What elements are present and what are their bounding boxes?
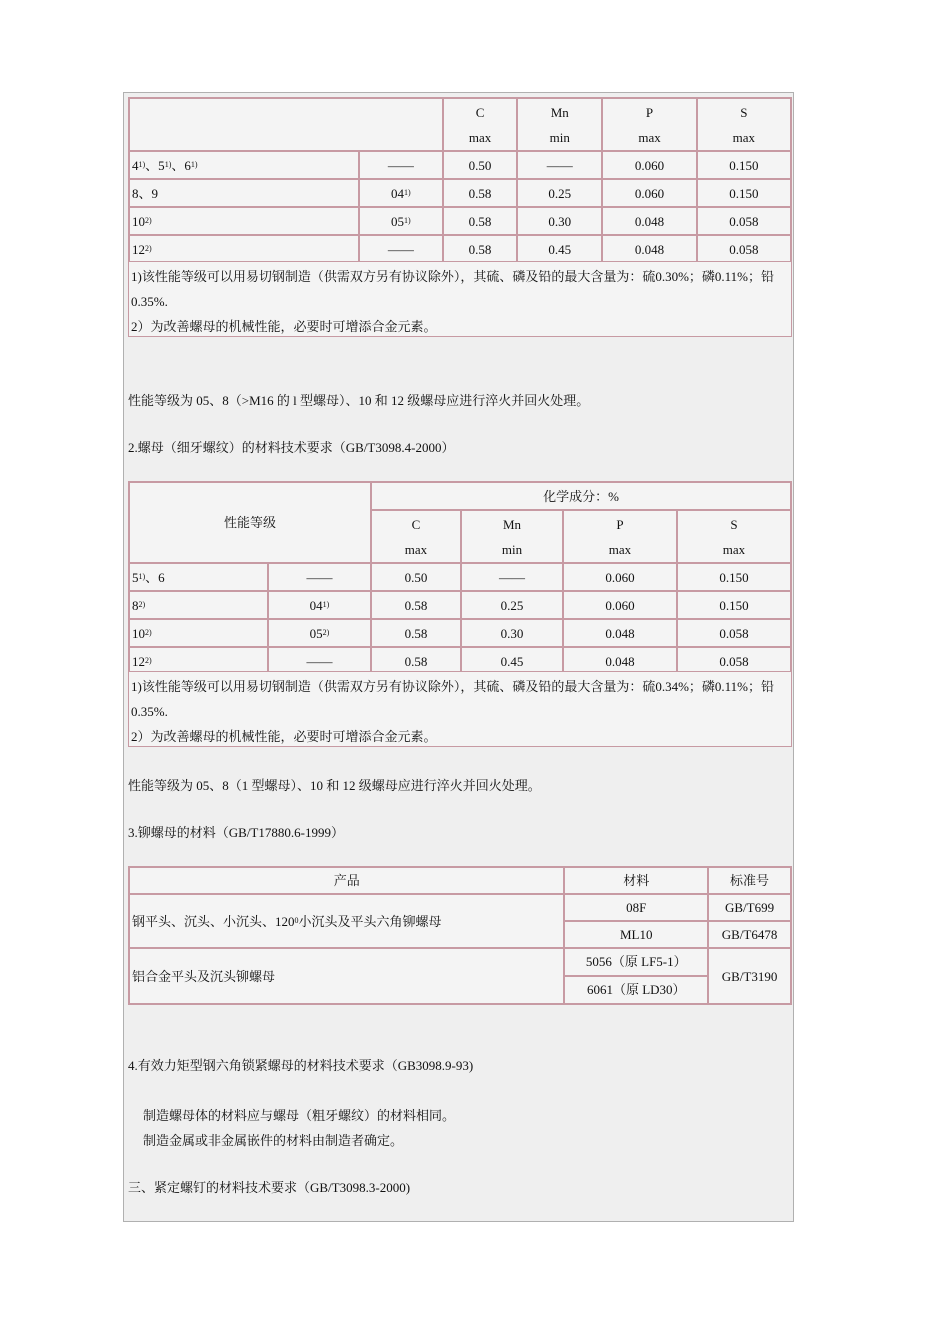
grade-cell: 12$^{2)}$ bbox=[129, 235, 359, 263]
paragraph-nut-body-material: 制造螺母体的材料应与螺母（粗牙螺纹）的材料相同。 bbox=[143, 1108, 456, 1123]
header-material: 材料 bbox=[564, 867, 708, 894]
c-cell: 0.58 bbox=[371, 591, 461, 619]
table-header-row bbox=[129, 98, 791, 151]
alt-grade-cell: 04$^{1)}$ bbox=[268, 591, 371, 619]
s-cell: 0.150 bbox=[697, 151, 791, 179]
standard-cell: GB/T6478 bbox=[708, 921, 791, 948]
material-line: 5056（原 LF5-1） bbox=[585, 954, 687, 969]
c-cell: 0.58 bbox=[371, 647, 461, 675]
alt-grade-cell: —— bbox=[268, 563, 371, 591]
table-row bbox=[129, 179, 791, 207]
mn-cell: 0.25 bbox=[517, 179, 602, 207]
p-cell: 0.060 bbox=[563, 563, 677, 591]
table-row bbox=[129, 591, 791, 619]
header-cell: Mn min bbox=[461, 510, 563, 563]
header-cell: C max bbox=[443, 98, 517, 151]
p-cell: 0.048 bbox=[563, 619, 677, 647]
s-cell: 0.058 bbox=[697, 235, 791, 263]
s-cell: 0.058 bbox=[677, 619, 791, 647]
table-coarse-thread-nuts bbox=[128, 97, 792, 264]
header-cell: P max bbox=[602, 98, 696, 151]
footnote-2: 2）为改善螺母的机械性能，必要时可增添合金元素。 bbox=[131, 319, 437, 334]
material-line: 6061（原 LD30） bbox=[586, 982, 686, 997]
c-cell: 0.58 bbox=[371, 619, 461, 647]
paragraph-heat-treatment-2: 性能等级为 05、8（1 型螺母）、10 和 12 级螺母应进行淬火并回火处理。 bbox=[128, 778, 541, 793]
paragraph-heat-treatment-1: 性能等级为 05、8（>M16 的 l 型螺母）、10 和 12 级螺母应进行淬火并回火处理。 bbox=[128, 393, 590, 408]
product-cell: 铝合金平头及沉头铆螺母 bbox=[129, 948, 564, 1004]
material-cell: ML10 bbox=[564, 921, 708, 948]
header-cell: S max bbox=[677, 510, 791, 563]
s-cell: 0.150 bbox=[697, 179, 791, 207]
standard-cell: GB/T3190 bbox=[708, 948, 791, 1004]
p-cell: 0.060 bbox=[602, 179, 696, 207]
table-row bbox=[129, 235, 791, 263]
table-row bbox=[129, 894, 791, 921]
s-cell: 0.058 bbox=[677, 647, 791, 675]
section-heading-3: 3.铆螺母的材料（GB/T17880.6-1999） bbox=[128, 825, 344, 840]
footnote-1: 1)该性能等级可以用易切钢制造（供需双方另有协议除外），其硫、磷及铅的最大含量为：硫0.34%；磷0.11%；铅 0.35%. bbox=[131, 679, 775, 719]
mn-cell: 0.30 bbox=[461, 619, 563, 647]
table2-footnotes bbox=[128, 671, 792, 747]
grade-cell: 10$^{2)}$ bbox=[129, 207, 359, 235]
alt-grade-cell: 04$^{1)}$ bbox=[359, 179, 443, 207]
table-header-row bbox=[129, 867, 791, 894]
grade-cell: 8$^{2)}$ bbox=[129, 591, 268, 619]
p-cell: 0.048 bbox=[602, 235, 696, 263]
mn-cell: —— bbox=[461, 563, 563, 591]
grade-cell: 5$^{1)}$、6 bbox=[129, 563, 268, 591]
material-cell bbox=[564, 948, 708, 1004]
footnote-2: 2）为改善螺母的机械性能，必要时可增添合金元素。 bbox=[131, 729, 437, 744]
alt-grade-cell: —— bbox=[359, 151, 443, 179]
header-cell: C max bbox=[371, 510, 461, 563]
product-cell: 钢平头、沉头、小沉头、$120^0$小沉头及平头六角铆螺母 bbox=[129, 894, 564, 948]
material-cell: 08F bbox=[564, 894, 708, 921]
chem-header: 化学成分：% bbox=[371, 482, 791, 510]
header-product: 产品 bbox=[129, 867, 564, 894]
c-cell: 0.50 bbox=[371, 563, 461, 591]
section-heading-2: 2.螺母（细牙螺纹）的材料技术要求（GB/T3098.4-2000） bbox=[128, 440, 455, 455]
c-cell: 0.58 bbox=[443, 207, 517, 235]
s-cell: 0.150 bbox=[677, 563, 791, 591]
table-fine-thread-nuts bbox=[128, 481, 792, 676]
alt-grade-cell: —— bbox=[268, 647, 371, 675]
alt-grade-cell: 05$^{2)}$ bbox=[268, 619, 371, 647]
alt-grade-cell: —— bbox=[359, 235, 443, 263]
table-row bbox=[129, 948, 791, 1004]
header-cell: Mn min bbox=[517, 98, 602, 151]
grade-cell: 10$^{2)}$ bbox=[129, 619, 268, 647]
table-rivet-nuts bbox=[128, 866, 792, 1005]
p-cell: 0.060 bbox=[602, 151, 696, 179]
table-row bbox=[129, 619, 791, 647]
grade-header: 性能等级 bbox=[129, 482, 371, 563]
mn-cell: 0.25 bbox=[461, 591, 563, 619]
section-heading-set-screws: 三、紧定螺钉的材料技术要求（GB/T3098.3-2000) bbox=[128, 1180, 411, 1195]
footnote-1: 1)该性能等级可以用易切钢制造（供需双方另有协议除外），其硫、磷及铅的最大含量为：硫0.30%；磷0.11%；铅 0.35%. bbox=[131, 269, 775, 309]
mn-cell: 0.45 bbox=[517, 235, 602, 263]
blank-header-cell bbox=[129, 98, 443, 151]
grade-cell: 4$^{1)}$、5$^{1)}$、6$^{1)}$ bbox=[129, 151, 359, 179]
grade-cell: 8、9 bbox=[129, 179, 359, 207]
paragraph-insert-material: 制造金属或非金属嵌件的材料由制造者确定。 bbox=[143, 1133, 404, 1148]
mn-cell: 0.30 bbox=[517, 207, 602, 235]
s-cell: 0.150 bbox=[677, 591, 791, 619]
p-cell: 0.048 bbox=[602, 207, 696, 235]
table-row bbox=[129, 563, 791, 591]
p-cell: 0.048 bbox=[563, 647, 677, 675]
c-cell: 0.58 bbox=[443, 179, 517, 207]
table1-footnotes bbox=[128, 261, 792, 337]
table-row bbox=[129, 207, 791, 235]
s-cell: 0.058 bbox=[697, 207, 791, 235]
table-row bbox=[129, 151, 791, 179]
header-cell: S max bbox=[697, 98, 791, 151]
mn-cell: 0.45 bbox=[461, 647, 563, 675]
p-cell: 0.060 bbox=[563, 591, 677, 619]
header-cell: P max bbox=[563, 510, 677, 563]
header-standard: 标准号 bbox=[708, 867, 791, 894]
mn-cell: —— bbox=[517, 151, 602, 179]
section-heading-4: 4.有效力矩型钢六角锁紧螺母的材料技术要求（GB3098.9-93) bbox=[128, 1058, 474, 1073]
c-cell: 0.58 bbox=[443, 235, 517, 263]
standard-cell: GB/T699 bbox=[708, 894, 791, 921]
grade-cell: 12$^{2)}$ bbox=[129, 647, 268, 675]
c-cell: 0.50 bbox=[443, 151, 517, 179]
alt-grade-cell: 05$^{1)}$ bbox=[359, 207, 443, 235]
table-header-row bbox=[129, 482, 791, 510]
